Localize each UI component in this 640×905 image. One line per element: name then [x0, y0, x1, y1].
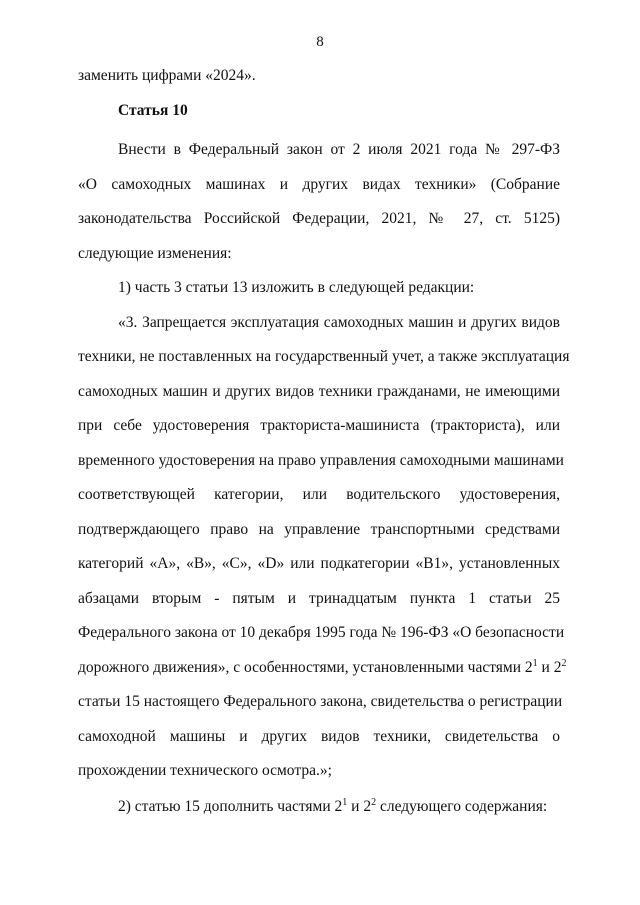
text-line: следующие изменения: [78, 245, 232, 262]
text-line [118, 797, 600, 817]
text-line: категорий «A», «B», «C», «D» или подкатегории «B1», установленных [78, 555, 560, 572]
superscript: 1 [532, 658, 538, 669]
text-line: соответствующей категории, или водительского удостоверения, [78, 486, 560, 503]
text-span: следующего содержания: [376, 798, 548, 815]
text-span: 2) статью 15 дополнить частями 2 [118, 798, 343, 815]
text-line: абзацами вторым - пятым и тринадцатым пункта 1 статьи 25 [78, 590, 560, 607]
text-line: техники, не поставленных на государственный учет, а также эксплуатация [78, 348, 570, 365]
superscript: 2 [371, 797, 377, 808]
text-line: Внести в Федеральный закон от 2 июля 2021 года № 297-ФЗ [118, 141, 560, 158]
page-number: 8 [316, 34, 324, 50]
text-line: самоходной машины и других видов техники, свидетельства о [78, 728, 560, 745]
text-line: 1) часть 3 статьи 13 изложить в следующей редакции: [118, 279, 475, 296]
text-line: заменить цифрами «2024». [78, 67, 256, 84]
superscript: 2 [561, 658, 567, 669]
text-line: «О самоходных машинах и других видах техники» (Собрание [78, 176, 560, 193]
text-span: дорожного движения», с особенностями, установленными частями 2 [78, 659, 533, 676]
text-line: статьи 15 настоящего Федерального закона, свидетельства о регистрации [78, 693, 563, 710]
text-line: временного удостоверения на право управления самоходными машинами [78, 452, 564, 469]
article-title: Статья 10 [118, 102, 188, 119]
text-line: прохождении технического осмотра.»; [78, 762, 332, 779]
text-line: при себе удостоверения тракториста-машиниста (тракториста), или [78, 417, 560, 434]
text-line: «3. Запрещается эксплуатация самоходных машин и других видов [118, 314, 560, 331]
superscript: 1 [342, 797, 348, 808]
text-line: подтверждающего право на управление транспортными средствами [78, 521, 560, 538]
text-span: и 2 [537, 659, 562, 676]
text-span: и 2 [347, 798, 372, 815]
text-line: Федерального закона от 10 декабря 1995 года № 196-ФЗ «О безопасности [78, 624, 565, 641]
text-line [78, 658, 567, 678]
text-line: самоходных машин и других видов техники гражданами, не имеющими [78, 383, 560, 400]
text-line: законодательства Российской Федерации, 2021, № 27, ст. 5125) [78, 210, 560, 227]
